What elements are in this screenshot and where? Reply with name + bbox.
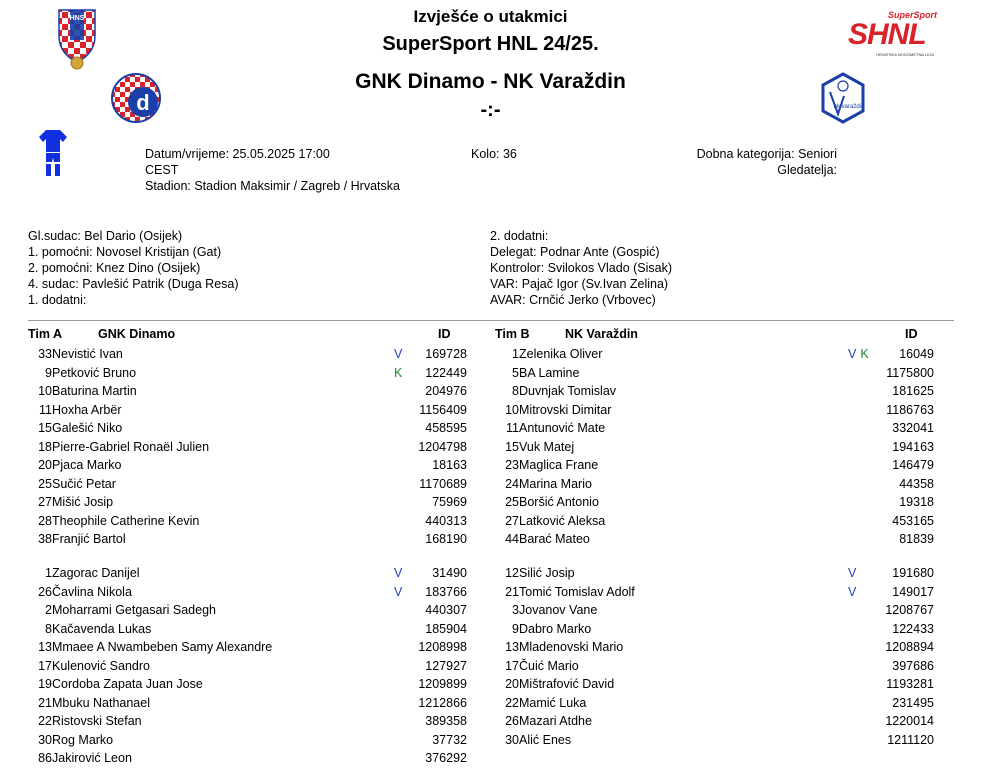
player-name: Mladenovski Mario (519, 640, 624, 654)
player-number: 86 (38, 751, 52, 765)
player-name: Kačavenda Lukas (52, 621, 152, 636)
match-timezone: CEST (145, 163, 179, 177)
player-id: 75969 (432, 495, 467, 509)
player-number: 13 (38, 640, 52, 654)
player-name: Zelenika Oliver (519, 347, 603, 361)
player-name: Franjić Bartol (52, 532, 126, 546)
player-number: 28 (38, 513, 52, 528)
player-row (495, 493, 935, 512)
svg-text:HNS: HNS (69, 15, 85, 22)
player-name: Antunović Mate (519, 421, 606, 435)
player-name: Theophile Catherine Kevin (52, 513, 200, 528)
competition-title: SuperSport HNL 24/25. (382, 33, 599, 55)
svg-text:nk varaždin: nk varaždin (833, 104, 865, 110)
player-row (495, 382, 935, 401)
player-name: Kulenović Sandro (52, 658, 150, 673)
player-id: 168190 (425, 532, 467, 546)
player-name: Nevistić Ivan (52, 347, 123, 361)
player-number: 8 (512, 384, 519, 398)
official-line: 1. dodatni: (28, 293, 87, 307)
player-row (495, 694, 935, 713)
official-line: AVAR: Crnčić Jerko (Vrbovec) (490, 293, 656, 307)
player-row (495, 438, 935, 457)
player-number: 1 (512, 347, 519, 361)
player-name: Latković Aleksa (519, 513, 606, 528)
player-id: 1156409 (419, 402, 467, 417)
player-row (28, 382, 468, 401)
player-row (495, 456, 935, 475)
player-row (495, 419, 935, 438)
player-row (495, 364, 935, 383)
player-id: 18163 (432, 458, 467, 472)
player-name: Cordoba Zapata Juan Jose (52, 677, 203, 691)
player-id: 1170689 (419, 476, 467, 491)
player-row (495, 564, 935, 583)
player-id: 376292 (425, 751, 467, 765)
player-name: BA Lamine (519, 365, 580, 380)
dinamo-logo (110, 72, 162, 124)
player-name: Pjaca Marko (52, 458, 122, 472)
hns-logo (56, 6, 98, 70)
player-row (495, 530, 935, 549)
player-role-marks (394, 364, 402, 382)
official-line: Kontrolor: Svilokos Vlado (Sisak) (490, 261, 673, 275)
player-id: 127927 (425, 658, 467, 673)
goalkeeper-mark: V (394, 584, 403, 599)
player-id: 191680 (892, 566, 934, 580)
player-number: 20 (505, 677, 519, 691)
player-id: 1175800 (886, 365, 934, 380)
player-id: 440307 (425, 603, 467, 617)
player-row (28, 694, 468, 713)
official-line: VAR: Pajač Igor (Sv.Ivan Zelina) (490, 277, 669, 291)
player-id: 1208998 (418, 640, 467, 654)
player-row (495, 401, 935, 420)
player-number: 11 (506, 421, 519, 435)
player-id: 146479 (892, 458, 934, 472)
player-name: Čavlina Nikola (52, 584, 132, 599)
player-number: 26 (505, 714, 519, 728)
player-name: Duvnjak Tomislav (519, 384, 617, 398)
player-name: Tomić Tomislav Adolf (519, 584, 635, 599)
player-id: 1204798 (418, 439, 467, 454)
player-number: 33 (38, 347, 52, 361)
player-number: 8 (45, 621, 52, 636)
match-round: Kolo: 36 (471, 147, 517, 161)
player-id: 1209899 (418, 677, 467, 691)
player-row (28, 456, 468, 475)
player-name: Mmaee A Nwambeben Samy Alexandre (52, 640, 273, 654)
player-number: 27 (38, 495, 52, 509)
player-row (28, 438, 468, 457)
player-row (28, 530, 468, 549)
team-a-name: GNK Dinamo (98, 327, 176, 341)
player-name: Silić Josip (519, 566, 575, 580)
player-name: Baturina Martin (52, 384, 137, 398)
officials-right (490, 228, 672, 308)
player-number: 22 (38, 714, 52, 728)
player-number: 24 (505, 476, 519, 491)
player-id: 1212866 (418, 695, 467, 710)
svg-text:d: d (136, 90, 150, 115)
player-name: Sučić Petar (52, 476, 116, 491)
player-id: 194163 (892, 439, 934, 454)
player-number: 38 (38, 532, 52, 546)
player-name: Marina Mario (519, 476, 592, 491)
player-row (495, 620, 935, 639)
goalkeeper-mark: V (848, 347, 857, 361)
player-name: Pierre-Gabriel Ronaël Julien (52, 439, 210, 454)
player-name: Hoxha Arbër (52, 402, 122, 417)
player-id: 185904 (425, 621, 467, 636)
player-name: Mitrovski Dimitar (519, 402, 612, 417)
kit-icon (38, 128, 68, 178)
team-a-subs (28, 564, 468, 768)
varazdin-logo (820, 72, 866, 124)
player-number: 1 (45, 566, 52, 580)
player-number: 30 (505, 732, 519, 747)
player-row (28, 512, 468, 531)
player-id: 122449 (425, 365, 467, 380)
player-row (28, 749, 468, 768)
age-category: Dobna kategorija: Seniori (696, 147, 837, 161)
spectators: Gledatelja: (777, 163, 837, 177)
official-line: 2. pomoćni: Knez Dino (Osijek) (28, 261, 201, 275)
player-name: Petković Bruno (52, 365, 137, 380)
report-title: Izvješće o utakmici (413, 7, 568, 26)
player-number: 3 (512, 603, 519, 617)
player-row (495, 475, 935, 494)
player-number: 15 (505, 439, 519, 454)
player-name: Mbuku Nathanael (52, 695, 150, 710)
match-score: -:- (480, 99, 501, 121)
player-row (28, 364, 468, 383)
player-row (28, 401, 468, 420)
player-role-marks (848, 345, 869, 363)
player-number: 25 (505, 495, 519, 509)
player-id: 183766 (425, 584, 467, 599)
official-line: 1. pomoćni: Novosel Kristijan (Gat) (28, 245, 222, 259)
player-name: Moharrami Getgasari Sadegh (52, 603, 216, 617)
player-number: 26 (38, 584, 52, 599)
player-id: 181625 (892, 384, 934, 398)
player-number: 17 (505, 658, 519, 673)
player-id: 169728 (425, 347, 467, 361)
player-role-marks (848, 564, 856, 582)
player-id: 1208894 (885, 640, 934, 654)
player-id: 453165 (892, 513, 934, 528)
player-id: 231495 (892, 695, 934, 710)
player-row (28, 345, 468, 364)
player-name: Jakirović Leon (52, 751, 132, 765)
player-number: 23 (505, 458, 519, 472)
player-number: 21 (38, 695, 52, 710)
player-number: 25 (38, 476, 52, 491)
player-id: 37732 (432, 732, 467, 747)
player-name: Mazari Atdhe (519, 714, 592, 728)
official-line: 4. sudac: Pavlešić Patrik (Duga Resa) (28, 277, 239, 291)
player-name: Mišić Josip (52, 495, 114, 509)
match-title: GNK Dinamo - NK Varaždin (355, 70, 626, 93)
player-name: Mištrafović David (519, 677, 615, 691)
goalkeeper-mark: V (848, 584, 857, 599)
player-number: 20 (38, 458, 52, 472)
divider (28, 320, 954, 321)
official-line: Gl.sudac: Bel Dario (Osijek) (28, 229, 183, 243)
player-id: 1193281 (886, 677, 934, 691)
player-row (28, 712, 468, 731)
player-id: 81839 (899, 532, 934, 546)
player-number: 9 (512, 621, 519, 636)
player-row (28, 620, 468, 639)
player-row (28, 419, 468, 438)
team-a-id-header: ID (438, 327, 451, 341)
player-id: 149017 (892, 584, 934, 599)
player-number: 30 (38, 732, 52, 747)
player-number: 21 (505, 584, 519, 599)
player-row (28, 475, 468, 494)
player-name: Dabro Marko (519, 621, 592, 636)
player-id: 1186763 (886, 402, 934, 417)
team-b-label: Tim B (495, 327, 530, 341)
player-id: 19318 (899, 495, 934, 509)
player-row (495, 675, 935, 694)
player-row (28, 564, 468, 583)
player-number: 13 (505, 640, 519, 654)
team-b-subs (495, 564, 935, 749)
player-number: 9 (45, 365, 52, 380)
player-role-marks (848, 583, 856, 601)
player-number: 19 (38, 677, 52, 691)
match-stadium: Stadion: Stadion Maksimir / Zagreb / Hrvatska (145, 179, 400, 193)
player-id: 204976 (425, 384, 467, 398)
shnl-logo: SuperSport SHNL HRVATSKA NOGOMETNA LIGA (848, 10, 938, 57)
player-name: Jovanov Vane (519, 603, 598, 617)
player-row (495, 638, 935, 657)
player-role-marks (394, 564, 402, 582)
player-row (495, 512, 935, 531)
player-row (28, 601, 468, 620)
player-id: 122433 (892, 621, 934, 636)
player-row (495, 657, 935, 676)
player-row (495, 712, 935, 731)
player-row (28, 583, 468, 602)
player-number: 11 (39, 402, 52, 417)
goalkeeper-mark: V (394, 566, 403, 580)
player-id: 1211120 (887, 732, 934, 747)
player-row (28, 675, 468, 694)
player-id: 1208767 (885, 603, 934, 617)
player-name: Boršić Antonio (519, 495, 599, 509)
player-id: 389358 (425, 714, 467, 728)
player-id: 1220014 (885, 714, 934, 728)
player-name: Zagorac Danijel (52, 566, 140, 580)
player-id: 440313 (425, 513, 467, 528)
player-id: 458595 (425, 421, 467, 435)
player-id: 31490 (432, 566, 467, 580)
player-name: Rog Marko (52, 732, 114, 747)
player-name: Galešić Niko (52, 421, 123, 435)
player-row (28, 493, 468, 512)
team-a-starters (28, 345, 468, 549)
player-name: Maglica Frane (519, 458, 599, 472)
player-name: Barać Mateo (519, 532, 590, 546)
player-id: 397686 (892, 658, 934, 673)
team-b-id-header: ID (905, 327, 918, 341)
player-name: Mamić Luka (519, 695, 587, 710)
player-id: 44358 (899, 476, 934, 491)
player-row (495, 345, 935, 364)
player-row (28, 657, 468, 676)
player-number: 44 (505, 532, 519, 546)
team-a-label: Tim A (28, 327, 63, 341)
player-row (495, 731, 935, 750)
player-role-marks (394, 345, 402, 363)
officials-left (28, 228, 239, 308)
official-line: Delegat: Podnar Ante (Gospić) (490, 245, 660, 259)
player-number: 15 (38, 421, 52, 435)
match-datetime: Datum/vrijeme: 25.05.2025 17:00 (145, 147, 330, 161)
player-number: 17 (38, 658, 52, 673)
captain-mark: K (860, 347, 869, 361)
player-role-marks (394, 583, 402, 601)
player-number: 10 (505, 402, 519, 417)
player-number: 22 (505, 695, 519, 710)
player-number: 5 (512, 365, 519, 380)
player-row (28, 731, 468, 750)
player-name: Ristovski Stefan (52, 714, 142, 728)
player-number: 10 (38, 384, 52, 398)
captain-mark: K (394, 365, 403, 380)
player-row (495, 583, 935, 602)
player-id: 16049 (899, 347, 934, 361)
player-row (495, 601, 935, 620)
goalkeeper-mark: V (848, 566, 857, 580)
player-row (28, 638, 468, 657)
goalkeeper-mark: V (394, 347, 403, 361)
official-line: 2. dodatni: (490, 229, 549, 243)
player-number: 2 (45, 603, 52, 617)
team-b-starters (495, 345, 935, 549)
player-name: Čuić Mario (519, 658, 579, 673)
player-id: 332041 (892, 421, 934, 435)
player-name: Vuk Matej (519, 439, 575, 454)
player-number: 27 (505, 513, 519, 528)
player-name: Alić Enes (519, 732, 572, 747)
team-b-name: NK Varaždin (565, 327, 638, 341)
player-number: 12 (505, 566, 519, 580)
player-number: 18 (38, 439, 52, 454)
